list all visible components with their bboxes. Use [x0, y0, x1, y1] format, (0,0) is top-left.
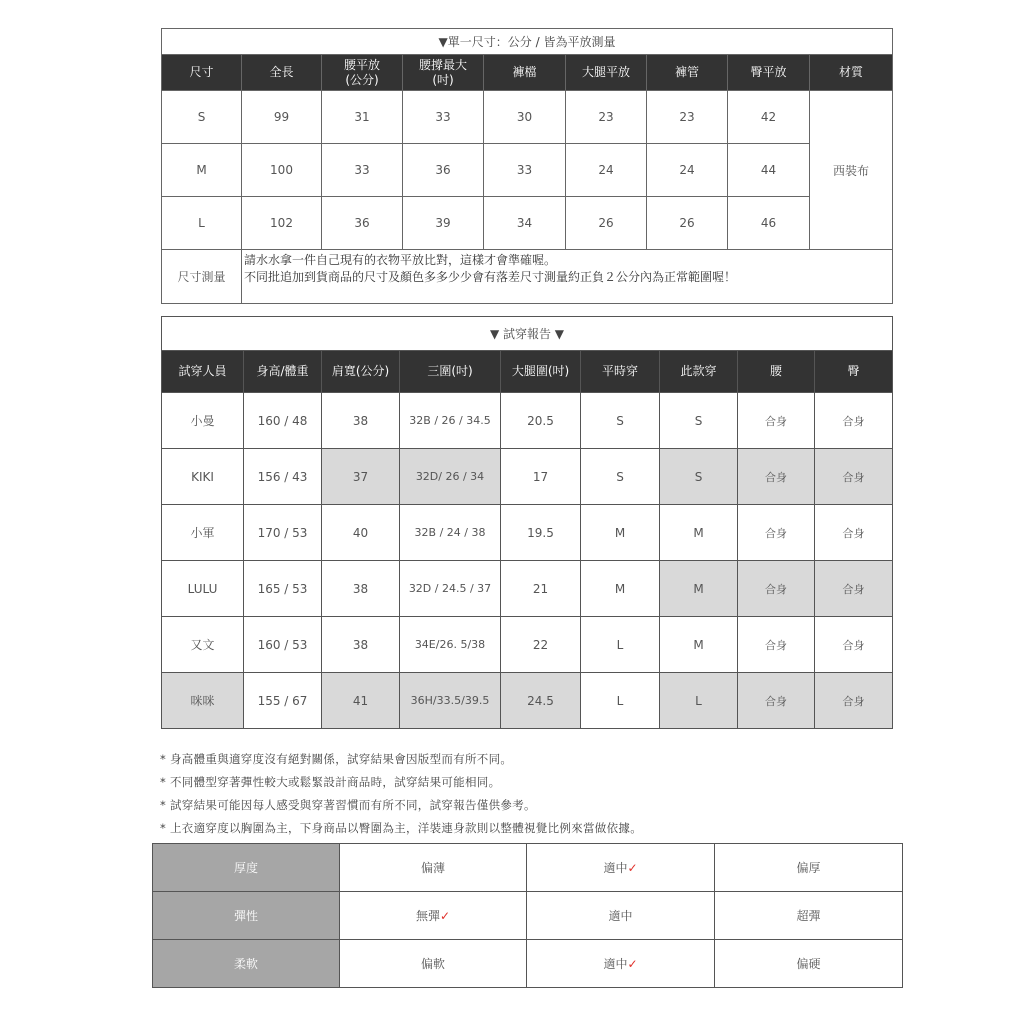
- fit-row: [162, 673, 893, 729]
- feel-option-text: 偏薄: [420, 861, 445, 875]
- fit-cell-hip: 合身: [815, 393, 893, 449]
- size-header-cell: 臀平放: [728, 55, 810, 91]
- fit-cell-hip: 合身: [815, 561, 893, 617]
- size-header-cell: 全長: [242, 55, 322, 91]
- fit-cell-usual: S: [581, 393, 660, 449]
- fit-cell-usual: M: [581, 505, 660, 561]
- fit-cell-hip: 合身: [815, 617, 893, 673]
- size-cell-crotch: 30: [484, 91, 566, 144]
- fit-cell-shoulder: 38: [322, 617, 400, 673]
- fit-header-cell: 此款穿: [660, 351, 738, 393]
- material-cell: 西裝布: [810, 91, 893, 250]
- size-cell-waist-max: 39: [403, 197, 484, 250]
- fit-cell-this: M: [660, 617, 738, 673]
- fit-report-caption: ▼ 試穿報告 ▼: [162, 317, 893, 351]
- fit-cell-thigh: 17: [501, 449, 581, 505]
- fit-cell-waist: 合身: [738, 449, 815, 505]
- fit-header-cell: 腰: [738, 351, 815, 393]
- size-header-cell: 腰平放 (公分): [322, 55, 403, 91]
- fit-cell-this: S: [660, 449, 738, 505]
- size-cell-waist-max: 36: [403, 144, 484, 197]
- size-cell-hem: 24: [647, 144, 728, 197]
- fit-cell-thigh: 24.5: [501, 673, 581, 729]
- size-header-cell: 褲檔: [484, 55, 566, 91]
- fit-cell-thigh: 19.5: [501, 505, 581, 561]
- feel-option: [527, 844, 715, 892]
- size-cell-thigh: 24: [566, 144, 647, 197]
- fit-cell-thigh: 21: [501, 561, 581, 617]
- fit-cell-waist: 合身: [738, 505, 815, 561]
- fit-cell-hip: 合身: [815, 449, 893, 505]
- size-row: [162, 144, 893, 197]
- fit-cell-name: 小曼: [162, 393, 244, 449]
- size-cell-size: M: [162, 144, 242, 197]
- fit-cell-hw: 170 / 53: [244, 505, 322, 561]
- size-cell-size: S: [162, 91, 242, 144]
- fit-cell-bwh: 36H/33.5/39.5: [400, 673, 501, 729]
- note-item: * 試穿結果可能因每人感受與穿著習慣而有所不同，試穿報告僅供參考。: [160, 798, 536, 812]
- size-cell-thigh: 23: [566, 91, 647, 144]
- size-header-cell: 褲管: [647, 55, 728, 91]
- size-row: [162, 197, 893, 250]
- feel-option: [340, 892, 527, 940]
- feel-label: 厚度: [153, 844, 340, 892]
- size-cell-hip: 44: [728, 144, 810, 197]
- size-cell-size: L: [162, 197, 242, 250]
- feel-option-text: 適中: [603, 957, 628, 971]
- fit-cell-this: L: [660, 673, 738, 729]
- fit-header-cell: 身高/體重: [244, 351, 322, 393]
- fit-cell-usual: L: [581, 617, 660, 673]
- measure-label: 尺寸測量: [162, 250, 242, 304]
- size-cell-hem: 26: [647, 197, 728, 250]
- fit-header-cell: 臀: [815, 351, 893, 393]
- feel-option-text: 適中: [603, 861, 628, 875]
- fit-cell-bwh: 32D / 24.5 / 37: [400, 561, 501, 617]
- fit-cell-name: 咪咪: [162, 673, 244, 729]
- fit-header-cell: 試穿人員: [162, 351, 244, 393]
- fit-cell-bwh: 32D/ 26 / 34: [400, 449, 501, 505]
- fit-cell-name: 小軍: [162, 505, 244, 561]
- fit-cell-shoulder: 38: [322, 393, 400, 449]
- feel-option-text: 偏硬: [796, 957, 821, 971]
- fit-cell-shoulder: 38: [322, 561, 400, 617]
- fit-cell-hw: 155 / 67: [244, 673, 322, 729]
- fit-cell-hw: 160 / 53: [244, 617, 322, 673]
- fit-header-cell: 大腿圍(吋): [501, 351, 581, 393]
- feel-option: [527, 940, 715, 988]
- measure-note-line-2: 不同批追加到貨商品的尺寸及顏色多多少少會有落差尺寸測量約正負２公分內為正常範圍喔！: [244, 270, 737, 284]
- note-item: * 身高體重與適穿度沒有絕對關係，試穿結果會因版型而有所不同。: [160, 752, 513, 766]
- feel-label: 彈性: [153, 892, 340, 940]
- size-header-cell: 腰撐最大 (吋): [403, 55, 484, 91]
- feel-option: [340, 844, 527, 892]
- size-cell-crotch: 34: [484, 197, 566, 250]
- size-table-caption: ▼單一尺寸：公分 / 皆為平放測量: [162, 29, 893, 55]
- fit-notes-list: [160, 748, 900, 840]
- feel-option: [715, 892, 903, 940]
- fit-cell-thigh: 20.5: [501, 393, 581, 449]
- size-table: [161, 28, 893, 304]
- fit-cell-name: 又文: [162, 617, 244, 673]
- fabric-feel-table: [152, 843, 903, 988]
- fit-cell-usual: L: [581, 673, 660, 729]
- fit-cell-usual: M: [581, 561, 660, 617]
- fit-cell-usual: S: [581, 449, 660, 505]
- feel-option: [527, 892, 715, 940]
- feel-row: [153, 892, 903, 940]
- fit-cell-hip: 合身: [815, 505, 893, 561]
- fit-cell-waist: 合身: [738, 617, 815, 673]
- feel-option: [715, 844, 903, 892]
- fit-row: [162, 505, 893, 561]
- fit-cell-bwh: 34E/26. 5/38: [400, 617, 501, 673]
- check-mark-icon: ✓: [627, 957, 638, 971]
- feel-option: [715, 940, 903, 988]
- fit-cell-this: M: [660, 505, 738, 561]
- fit-cell-this: M: [660, 561, 738, 617]
- feel-option-text: 無彈: [415, 909, 440, 923]
- fit-cell-this: S: [660, 393, 738, 449]
- fit-cell-hip: 合身: [815, 673, 893, 729]
- fit-report-table: [161, 316, 893, 729]
- fit-row: [162, 617, 893, 673]
- size-cell-waist-flat: 33: [322, 144, 403, 197]
- fit-cell-shoulder: 40: [322, 505, 400, 561]
- size-cell-length: 100: [242, 144, 322, 197]
- fit-cell-hw: 156 / 43: [244, 449, 322, 505]
- feel-option: [340, 940, 527, 988]
- fit-cell-hw: 165 / 53: [244, 561, 322, 617]
- fit-cell-thigh: 22: [501, 617, 581, 673]
- note-item: * 不同體型穿著彈性較大或鬆緊設計商品時，試穿結果可能相同。: [160, 775, 501, 789]
- size-cell-thigh: 26: [566, 197, 647, 250]
- size-cell-crotch: 33: [484, 144, 566, 197]
- fit-cell-waist: 合身: [738, 673, 815, 729]
- fit-cell-bwh: 32B / 24 / 38: [400, 505, 501, 561]
- feel-label: 柔軟: [153, 940, 340, 988]
- check-mark-icon: ✓: [439, 909, 451, 923]
- feel-option-text: 超彈: [796, 909, 821, 923]
- size-cell-hip: 46: [728, 197, 810, 250]
- feel-row: [153, 844, 903, 892]
- size-cell-hip: 42: [728, 91, 810, 144]
- fit-header-cell: 平時穿: [581, 351, 660, 393]
- feel-option-text: 偏厚: [796, 861, 821, 875]
- size-table-body: [162, 91, 893, 250]
- feel-option-text: 偏軟: [420, 957, 445, 971]
- size-cell-waist-flat: 31: [322, 91, 403, 144]
- fit-cell-name: LULU: [162, 561, 244, 617]
- size-cell-waist-flat: 36: [322, 197, 403, 250]
- fit-cell-shoulder: 37: [322, 449, 400, 505]
- measure-note-line-1: 請水水拿一件自己現有的衣物平放比對，這樣才會準確喔。: [244, 253, 557, 267]
- measure-note: [242, 250, 893, 304]
- size-table-header-row: [162, 55, 893, 91]
- fit-cell-shoulder: 41: [322, 673, 400, 729]
- fit-cell-name: KIKI: [162, 449, 244, 505]
- size-row: [162, 91, 893, 144]
- note-item: * 上衣適穿度以胸圍為主，下身商品以臀圍為主，洋裝連身款則以整體視覺比例來當做依據。: [160, 821, 643, 835]
- size-header-cell: 大腿平放: [566, 55, 647, 91]
- fit-report-body: [162, 393, 893, 729]
- fit-row: [162, 393, 893, 449]
- fabric-feel-body: [153, 844, 903, 988]
- fit-header-cell: 三圍(吋): [400, 351, 501, 393]
- feel-option-text: 適中: [608, 909, 633, 923]
- fit-header-cell: 肩寬(公分): [322, 351, 400, 393]
- feel-row: [153, 940, 903, 988]
- size-cell-waist-max: 33: [403, 91, 484, 144]
- fit-row: [162, 561, 893, 617]
- fit-row: [162, 449, 893, 505]
- check-mark-icon: ✓: [627, 861, 638, 875]
- fit-cell-bwh: 32B / 26 / 34.5: [400, 393, 501, 449]
- size-cell-length: 99: [242, 91, 322, 144]
- size-cell-length: 102: [242, 197, 322, 250]
- size-cell-hem: 23: [647, 91, 728, 144]
- fit-report-header-row: [162, 351, 893, 393]
- size-header-cell: 尺寸: [162, 55, 242, 91]
- size-header-cell: 材質: [810, 55, 893, 91]
- fit-cell-waist: 合身: [738, 561, 815, 617]
- fit-cell-waist: 合身: [738, 393, 815, 449]
- fit-cell-hw: 160 / 48: [244, 393, 322, 449]
